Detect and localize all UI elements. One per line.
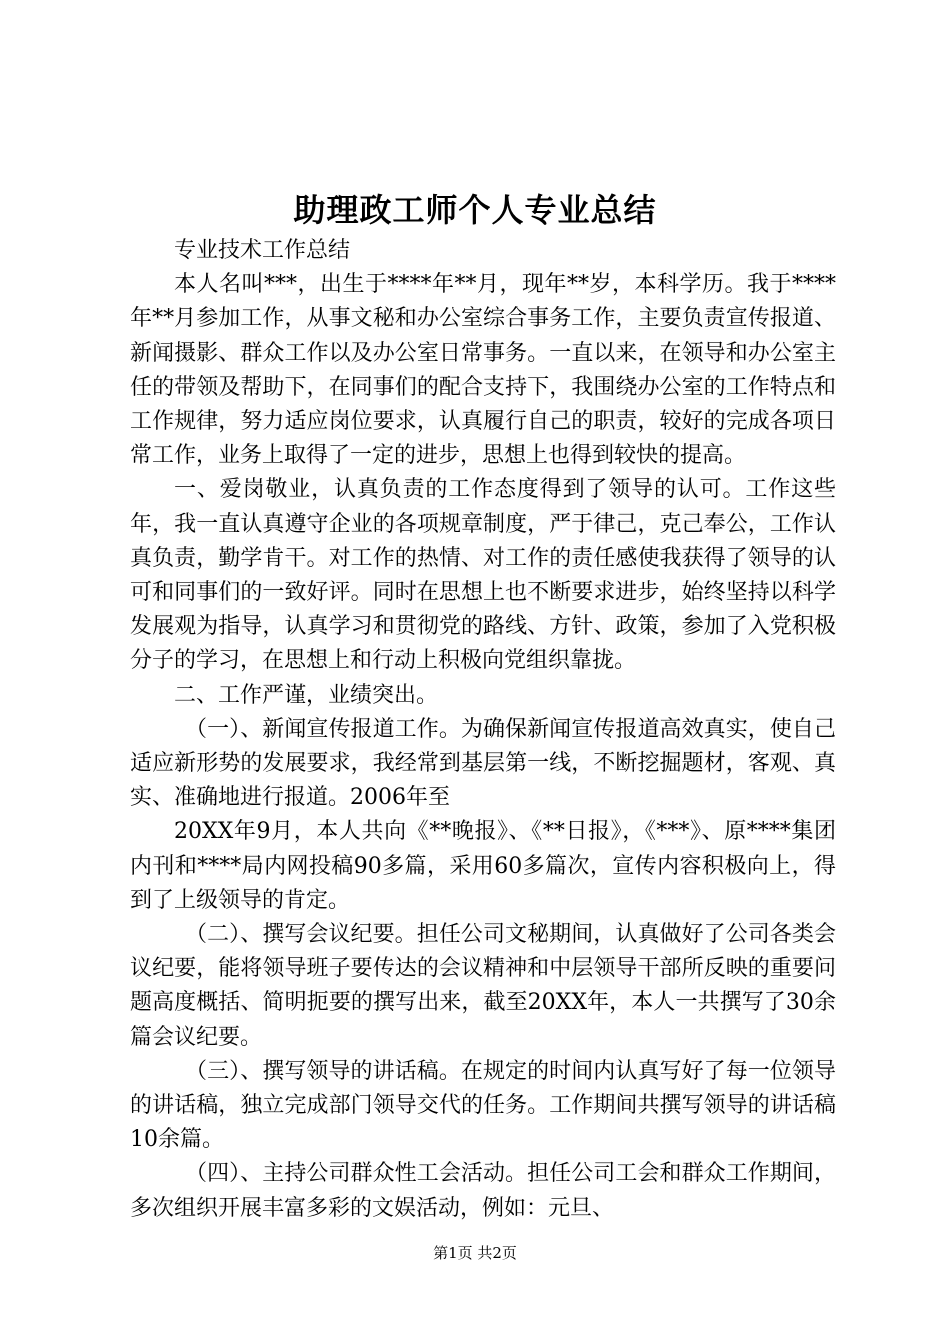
paragraph-item-1-continued: 20XX年9月，本人共向《**晚报》、《**日报》，《***》、原****集团内刊和****局内网投稿90多篇，采用60多篇次，宣传内容积极向上，得到了上级领导的肯定。 <box>130 819 836 913</box>
paragraph-subtitle: 专业技术工作总结 <box>174 238 351 263</box>
paragraph-item-2: （二）、撰写会议纪要。担任公司文秘期间，认真做好了公司各类会议纪要，能将领导班子要传达的会议精神和中层领导干部所反映的重要问题高度概括、简明扼要的撰写出来，截至20XX年，本人一共撰写了30余篇会议纪要。 <box>130 922 836 1050</box>
paragraph-item-3: （三）、撰写领导的讲话稿。在规定的时间内认真写好了每一位领导的讲话稿，独立完成部门领导交代的任务。工作期间共撰写领导的讲话稿10余篇。 <box>130 1058 836 1153</box>
page-number-footer: 第1页 共2页 <box>433 1244 517 1262</box>
document-title: 助理政工师个人专业总结 <box>293 191 657 229</box>
paragraph-intro: 本人名叫***，出生于****年**月，现年**岁，本科学历。我于****年**月参加工作，从事文秘和办公室综合事务工作，主要负责宣传报道、新闻摄影、群众工作以及办公室日常事务。一直以来，在领导和办公室主任的带领及帮助下，在同事们的配合支持下，我围绕办公室的工作特点和工作规律，努力适应岗位要求，认真履行自己的职责，较好的完成各项日常工作，业务上取得了一定的进步，思想上也得到较快的提高。 <box>130 272 836 469</box>
paragraph-section-2-heading: 二、工作严谨，业绩突出。 <box>174 682 439 708</box>
document-body <box>130 234 836 1226</box>
paragraph-item-4: （四）、主持公司群众性工会活动。担任公司工会和群众工作期间，多次组织开展丰富多彩的文娱活动，例如：元旦、 <box>130 1161 836 1221</box>
paragraph-section-1: 一、爱岗敬业，认真负责的工作态度得到了领导的认可。工作这些年，我一直认真遵守企业的各项规章制度，严于律己，克己奉公，工作认真负责，勤学肯干。对工作的热情、对工作的责任感使我获得了领导的认可和同事们的一致好评。同时在思想上也不断要求进步，始终坚持以科学发展观为指导，认真学习和贯彻党的路线、方针、政策，参加了入党积极分子的学习，在思想上和行动上积极向党组织靠拢。 <box>130 477 836 674</box>
paragraph-item-1: （一）、新闻宣传报道工作。为确保新闻宣传报道高效真实，使自己适应新形势的发展要求，我经常到基层第一线，不断挖掘题材，客观、真实、准确地进行报道。2006年至 <box>130 716 836 811</box>
